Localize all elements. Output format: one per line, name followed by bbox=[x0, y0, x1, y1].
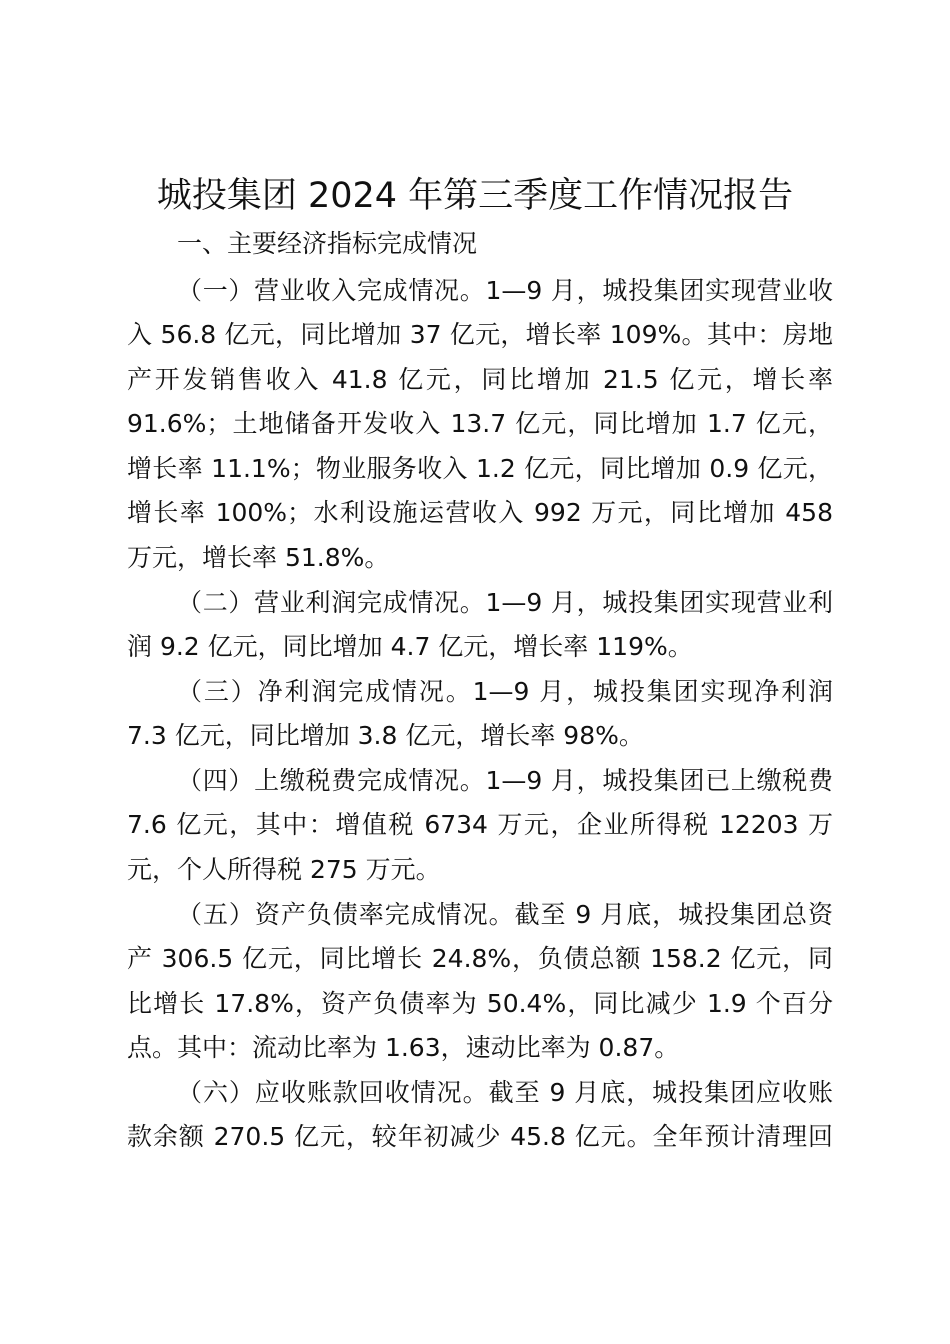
paragraph-line: 产 306.5 亿元，同比增长 24.8%，负债总额 158.2 亿元，同 bbox=[127, 944, 833, 973]
paragraph-line: 万元，增长率 51.8%。 bbox=[127, 543, 390, 572]
paragraph-line: 入 56.8 亿元，同比增加 37 亿元，增长率 109%。其中：房地 bbox=[127, 320, 833, 349]
paragraph-line: 增长率 100%；水利设施运营收入 992 万元，同比增加 458 bbox=[127, 498, 833, 527]
paragraph-line: 润 9.2 亿元，同比增加 4.7 亿元，增长率 119%。 bbox=[127, 632, 693, 661]
paragraph-line: 元，个人所得税 275 万元。 bbox=[127, 855, 441, 884]
paragraph-line: 增长率 11.1%；物业服务收入 1.2 亿元，同比增加 0.9 亿元， bbox=[127, 454, 833, 483]
paragraph-line: 91.6%；土地储备开发收入 13.7 亿元，同比增加 1.7 亿元， bbox=[127, 409, 833, 438]
document-title: 城投集团 2024 年第三季度工作情况报告 bbox=[156, 176, 794, 216]
paragraph-line: （一）营业收入完成情况。1—9 月，城投集团实现营业收 bbox=[177, 276, 833, 305]
paragraph-line: （六）应收账款回收情况。截至 9 月底，城投集团应收账 bbox=[177, 1078, 833, 1107]
paragraph-line: 产开发销售收入 41.8 亿元，同比增加 21.5 亿元，增长率 bbox=[127, 365, 833, 394]
paragraph-line: 点。其中：流动比率为 1.63，速动比率为 0.87。 bbox=[127, 1033, 680, 1062]
paragraph-line: 7.3 亿元，同比增加 3.8 亿元，增长率 98%。 bbox=[127, 721, 644, 750]
paragraph-line: 7.6 亿元，其中：增值税 6734 万元，企业所得税 12203 万 bbox=[127, 810, 833, 839]
paragraph-line: （三）净利润完成情况。1—9 月，城投集团实现净利润 bbox=[177, 677, 833, 706]
paragraph-line: 款余额 270.5 亿元，较年初减少 45.8 亿元。全年预计清理回 bbox=[127, 1122, 833, 1151]
paragraph-line: （五）资产负债率完成情况。截至 9 月底，城投集团总资 bbox=[177, 900, 833, 929]
paragraph-line: （四）上缴税费完成情况。1—9 月，城投集团已上缴税费 bbox=[177, 766, 833, 795]
paragraph-line: （二）营业利润完成情况。1—9 月，城投集团实现营业利 bbox=[177, 588, 833, 617]
section-heading: 一、主要经济指标完成情况 bbox=[177, 229, 478, 258]
paragraph-line: 比增长 17.8%，资产负债率为 50.4%，同比减少 1.9 个百分 bbox=[127, 989, 833, 1018]
